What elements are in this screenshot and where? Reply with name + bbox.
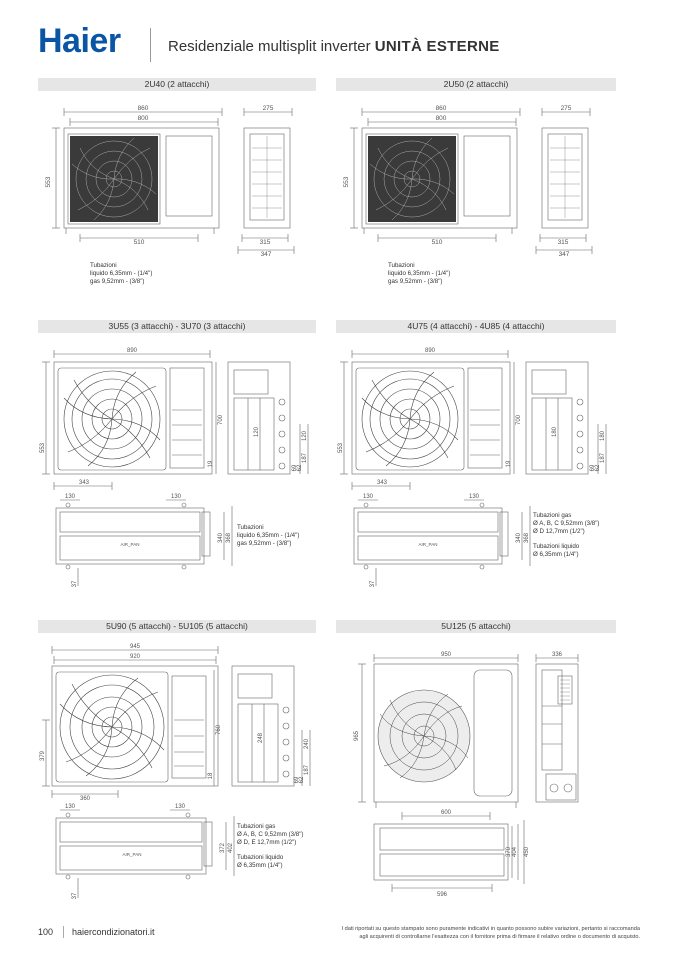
drawing-2u50 — [336, 98, 614, 268]
dim-950: 950 — [440, 652, 452, 658]
dim-920: 920 — [129, 654, 141, 660]
fan-grille-icon — [368, 136, 456, 222]
dim-69: 69 — [292, 464, 298, 472]
page-header — [0, 0, 678, 80]
dim-890: 890 — [424, 348, 436, 354]
dim-130-left: 130 — [64, 494, 76, 500]
note-line: gas 9,52mm - (3/8") — [237, 540, 292, 548]
dim-404: 404 — [512, 846, 518, 858]
note-line: liquido 6,35mm - (1/4") — [90, 270, 153, 278]
air-pan-badge: AIR_PAN — [418, 542, 438, 547]
dim-402: 402 — [228, 842, 234, 854]
dim-945: 945 — [129, 644, 141, 650]
dim-62: 62 — [297, 464, 303, 472]
note-line: liquido 6,35mm - (1/4") — [388, 270, 451, 278]
dim-600: 600 — [440, 810, 452, 816]
dim-275: 275 — [560, 105, 572, 112]
dim-510: 510 — [133, 239, 145, 246]
haier-logo: Haier — [38, 22, 121, 60]
dim-62: 62 — [299, 776, 305, 784]
dim-340: 340 — [218, 532, 224, 544]
air-pan-badge: AIR_PAN — [120, 542, 140, 547]
note-line: Ø 6,35mm (1/4") — [237, 861, 283, 869]
dim-800: 800 — [435, 115, 447, 122]
dim-315: 315 — [259, 239, 271, 246]
note-line: Tubazioni — [90, 262, 117, 269]
dim-19: 19 — [208, 460, 214, 468]
note-line: Tubazioni — [388, 262, 415, 269]
notes-2u40 — [90, 262, 152, 287]
drawing-5u125 — [336, 640, 616, 902]
dim-69: 69 — [590, 464, 596, 472]
note-line: Ø 6,35mm (1/4") — [533, 550, 579, 558]
section-label-4u75: 4U75 (4 attacchi) - 4U85 (4 attacchi) — [336, 320, 616, 333]
notes-5u90 — [237, 823, 304, 870]
footer-disclaimer — [262, 926, 640, 941]
dim-130-left: 130 — [64, 804, 76, 810]
dim-side-b: 180 — [600, 430, 606, 442]
dim-130-left: 130 — [362, 494, 374, 500]
footer-site-link[interactable]: haiercondizionatori.it — [72, 927, 155, 937]
notes-4u75 — [533, 512, 600, 559]
note-line: liquido 6,35mm - (1/4") — [237, 532, 300, 540]
dim-130-right: 130 — [468, 494, 480, 500]
dim-240: 240 — [304, 738, 310, 750]
dim-700: 700 — [218, 414, 224, 426]
fan-grille-icon — [378, 690, 470, 782]
fan-grille-icon — [362, 371, 458, 467]
fan-grille-icon — [60, 675, 164, 779]
notes-2u50 — [388, 262, 450, 287]
drawing-3u55 — [38, 340, 316, 590]
dim-130-right: 130 — [174, 804, 186, 810]
dim-553: 553 — [338, 442, 344, 454]
dim-368: 368 — [226, 532, 232, 544]
section-label-2u50: 2U50 (2 attacchi) — [336, 78, 616, 91]
dim-187: 187 — [302, 452, 308, 464]
footer-divider — [63, 926, 64, 938]
note-line: Tubazioni liquido — [533, 542, 580, 550]
dim-340: 340 — [516, 532, 522, 544]
note-line: Tubazioni — [237, 524, 264, 531]
dim-130-right: 130 — [170, 494, 182, 500]
drawing-2u40 — [38, 98, 316, 268]
dim-187: 187 — [304, 764, 310, 776]
page-title — [168, 38, 500, 55]
dim-760: 760 — [216, 724, 222, 736]
header-divider — [150, 28, 151, 62]
dim-700: 700 — [516, 414, 522, 426]
dim-379: 379 — [40, 750, 46, 762]
dim-860: 860 — [435, 105, 447, 112]
disclaimer-line-1: I dati riportati su questo stampato sono puramente indicativi in quanto possono subire variazioni, pertanto si raccomanda — [341, 926, 640, 932]
dim-347: 347 — [260, 251, 272, 258]
fan-grille-icon — [70, 136, 158, 222]
dim-347: 347 — [558, 251, 570, 258]
dim-890: 890 — [126, 348, 138, 354]
dim-553: 553 — [40, 442, 46, 454]
dim-side-b: 120 — [302, 430, 308, 442]
dim-370: 370 — [506, 846, 512, 858]
dim-18: 18 — [208, 772, 214, 780]
dim-62: 62 — [595, 464, 601, 472]
dim-596: 596 — [436, 892, 448, 898]
page-number: 100 — [38, 927, 54, 937]
dim-side-a: 180 — [552, 426, 558, 438]
note-line: Ø D, E 12,7mm (1/2") — [237, 839, 297, 847]
note-line: Ø D 12,7mm (1/2") — [533, 528, 585, 536]
dim-37: 37 — [72, 580, 78, 588]
note-line: Ø A, B, C 9,52mm (3/8") — [533, 520, 600, 528]
dim-450: 450 — [524, 846, 530, 858]
section-label-5u90: 5U90 (5 attacchi) - 5U105 (5 attacchi) — [38, 620, 316, 633]
dim-248: 248 — [258, 732, 264, 744]
dim-965: 965 — [354, 730, 360, 742]
note-line: Ø A, B, C 9,52mm (3/8") — [237, 831, 304, 839]
dim-315: 315 — [557, 239, 569, 246]
dim-19: 19 — [506, 460, 512, 468]
dim-553: 553 — [343, 176, 350, 188]
disclaimer-line-2: agli acquirenti di controllarne l'esattezza con il fornitore prima di firmare il relativo ordine o documento di acquisto. — [359, 933, 640, 940]
dim-37: 37 — [370, 580, 376, 588]
note-line: gas 9,52mm - (3/8") — [90, 278, 145, 286]
section-label-2u40: 2U40 (2 attacchi) — [38, 78, 316, 91]
notes-3u55 — [237, 524, 299, 549]
dim-510: 510 — [431, 239, 443, 246]
dim-860: 860 — [137, 105, 149, 112]
dim-800: 800 — [137, 115, 149, 122]
dim-360: 360 — [79, 796, 91, 802]
note-line: Tubazioni gas — [533, 512, 572, 519]
note-line: Tubazioni liquido — [237, 853, 284, 861]
fan-grille-icon — [64, 371, 160, 467]
dim-37: 37 — [72, 892, 78, 900]
dim-372: 372 — [220, 842, 226, 854]
title-bold: UNITÀ ESTERNE — [374, 38, 500, 55]
dim-343: 343 — [78, 480, 90, 486]
dim-69: 69 — [294, 776, 300, 784]
section-label-3u55: 3U55 (3 attacchi) - 3U70 (3 attacchi) — [38, 320, 316, 333]
air-pan-badge: AIR_PAN — [122, 852, 142, 857]
dim-187: 187 — [600, 452, 606, 464]
section-label-5u125: 5U125 (5 attacchi) — [336, 620, 616, 633]
dim-side-a: 120 — [254, 426, 260, 438]
dim-343: 343 — [376, 480, 388, 486]
dim-368: 368 — [524, 532, 530, 544]
dim-336: 336 — [551, 652, 563, 658]
title-prefix: Residenziale multisplit inverter — [168, 38, 371, 55]
dim-553: 553 — [45, 176, 52, 188]
note-line: Tubazioni gas — [237, 823, 276, 830]
dim-275: 275 — [262, 105, 274, 112]
note-line: gas 9,52mm - (3/8") — [388, 278, 443, 286]
